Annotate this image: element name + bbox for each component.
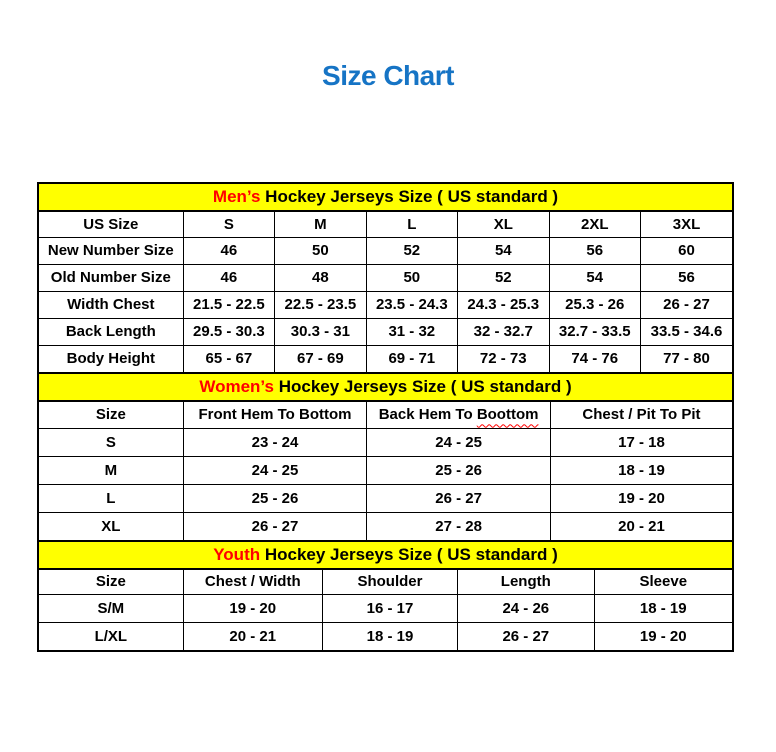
row-label: S [39, 428, 183, 456]
row-label: Width Chest [39, 291, 183, 318]
table-cell: 22.5 - 23.5 [275, 291, 366, 318]
table-cell: 33.5 - 34.6 [640, 318, 732, 345]
table-row [39, 622, 732, 650]
table-cell: 18 - 19 [594, 594, 732, 622]
column-header: Shoulder [322, 569, 457, 594]
table-row [39, 345, 732, 372]
womens-section-highlight: Women’s [199, 377, 274, 396]
size-chart-table-group [37, 182, 734, 652]
table-cell: 19 - 20 [550, 484, 732, 512]
mens-section-title [39, 184, 732, 211]
table-cell: 52 [458, 264, 549, 291]
table-cell: 46 [183, 237, 274, 264]
table-cell: 65 - 67 [183, 345, 274, 372]
column-header: 3XL [640, 211, 732, 237]
mens-header-row [39, 211, 732, 237]
column-header: 2XL [549, 211, 640, 237]
table-row [39, 484, 732, 512]
column-header: Chest / Width [183, 569, 322, 594]
table-row [39, 237, 732, 264]
table-cell: 24 - 25 [367, 428, 551, 456]
table-cell: 54 [549, 264, 640, 291]
table-cell: 26 - 27 [458, 622, 595, 650]
table-cell: 74 - 76 [549, 345, 640, 372]
row-label: XL [39, 512, 183, 540]
youth-section-highlight: Youth [213, 545, 261, 564]
table-cell: 29.5 - 30.3 [183, 318, 274, 345]
table-cell: 17 - 18 [550, 428, 732, 456]
table-cell: 77 - 80 [640, 345, 732, 372]
row-label: L/XL [39, 622, 183, 650]
table-cell: 50 [275, 237, 366, 264]
table-cell: 25.3 - 26 [549, 291, 640, 318]
table-cell: 52 [366, 237, 457, 264]
table-cell: 27 - 28 [367, 512, 551, 540]
table-cell: 24 - 25 [183, 456, 367, 484]
column-header: S [183, 211, 274, 237]
column-header [367, 401, 551, 428]
row-label: New Number Size [39, 237, 183, 264]
row-label: Old Number Size [39, 264, 183, 291]
table-cell: 23 - 24 [183, 428, 367, 456]
table-cell: 18 - 19 [322, 622, 457, 650]
mens-section-highlight: Men’s [212, 187, 261, 206]
youth-section-title [39, 541, 732, 569]
table-cell: 32.7 - 33.5 [549, 318, 640, 345]
table-row [39, 512, 732, 540]
table-row [39, 264, 732, 291]
column-header-text: Back Hem To [378, 406, 473, 424]
misspelled-word: Boottom [476, 406, 539, 424]
column-header: Front Hem To Bottom [183, 401, 367, 428]
row-label: Body Height [39, 345, 183, 372]
table-cell: 26 - 27 [183, 512, 367, 540]
womens-size-table [39, 372, 732, 540]
table-cell: 20 - 21 [550, 512, 732, 540]
table-cell: 24 - 26 [458, 594, 595, 622]
table-cell: 21.5 - 22.5 [183, 291, 274, 318]
table-cell: 50 [366, 264, 457, 291]
row-label: S/M [39, 594, 183, 622]
table-cell: 48 [275, 264, 366, 291]
table-row [39, 594, 732, 622]
table-cell: 24.3 - 25.3 [458, 291, 549, 318]
table-cell: 19 - 20 [594, 622, 732, 650]
table-cell: 54 [458, 237, 549, 264]
womens-section-title-text: Hockey Jerseys Size ( US standard ) [273, 377, 572, 396]
table-cell: 25 - 26 [367, 456, 551, 484]
row-label: M [39, 456, 183, 484]
table-cell: 32 - 32.7 [458, 318, 549, 345]
table-row [39, 428, 732, 456]
table-cell: 72 - 73 [458, 345, 549, 372]
table-row [39, 456, 732, 484]
table-cell: 69 - 71 [366, 345, 457, 372]
page-title: Size Chart [322, 60, 454, 91]
table-cell: 16 - 17 [322, 594, 457, 622]
column-header: Chest / Pit To Pit [550, 401, 732, 428]
column-header: L [366, 211, 457, 237]
table-cell: 67 - 69 [275, 345, 366, 372]
table-cell: 56 [549, 237, 640, 264]
youth-size-table [39, 540, 732, 650]
table-cell: 30.3 - 31 [275, 318, 366, 345]
youth-header-row [39, 569, 732, 594]
table-cell: 26 - 27 [367, 484, 551, 512]
mens-section-band [39, 184, 732, 211]
youth-section-band [39, 541, 732, 569]
table-row [39, 318, 732, 345]
womens-section-band [39, 373, 732, 401]
row-label: L [39, 484, 183, 512]
table-cell: 18 - 19 [550, 456, 732, 484]
column-header: XL [458, 211, 549, 237]
table-cell: 20 - 21 [183, 622, 322, 650]
table-cell: 46 [183, 264, 274, 291]
column-header: Length [458, 569, 595, 594]
table-cell: 26 - 27 [640, 291, 732, 318]
table-cell: 56 [640, 264, 732, 291]
youth-section-title-text: Hockey Jerseys Size ( US standard ) [260, 545, 558, 564]
column-header: Size [39, 569, 183, 594]
table-cell: 60 [640, 237, 732, 264]
table-cell: 31 - 32 [366, 318, 457, 345]
table-cell: 19 - 20 [183, 594, 322, 622]
table-cell: 25 - 26 [183, 484, 367, 512]
table-row [39, 291, 732, 318]
womens-header-row [39, 401, 732, 428]
column-header: Size [39, 401, 183, 428]
mens-size-table [39, 184, 732, 372]
row-label: Back Length [39, 318, 183, 345]
column-header: M [275, 211, 366, 237]
womens-section-title [39, 373, 732, 401]
mens-section-title-text: Hockey Jerseys Size ( US standard ) [260, 187, 559, 206]
column-header: US Size [39, 211, 183, 237]
table-cell: 23.5 - 24.3 [366, 291, 457, 318]
column-header: Sleeve [594, 569, 732, 594]
